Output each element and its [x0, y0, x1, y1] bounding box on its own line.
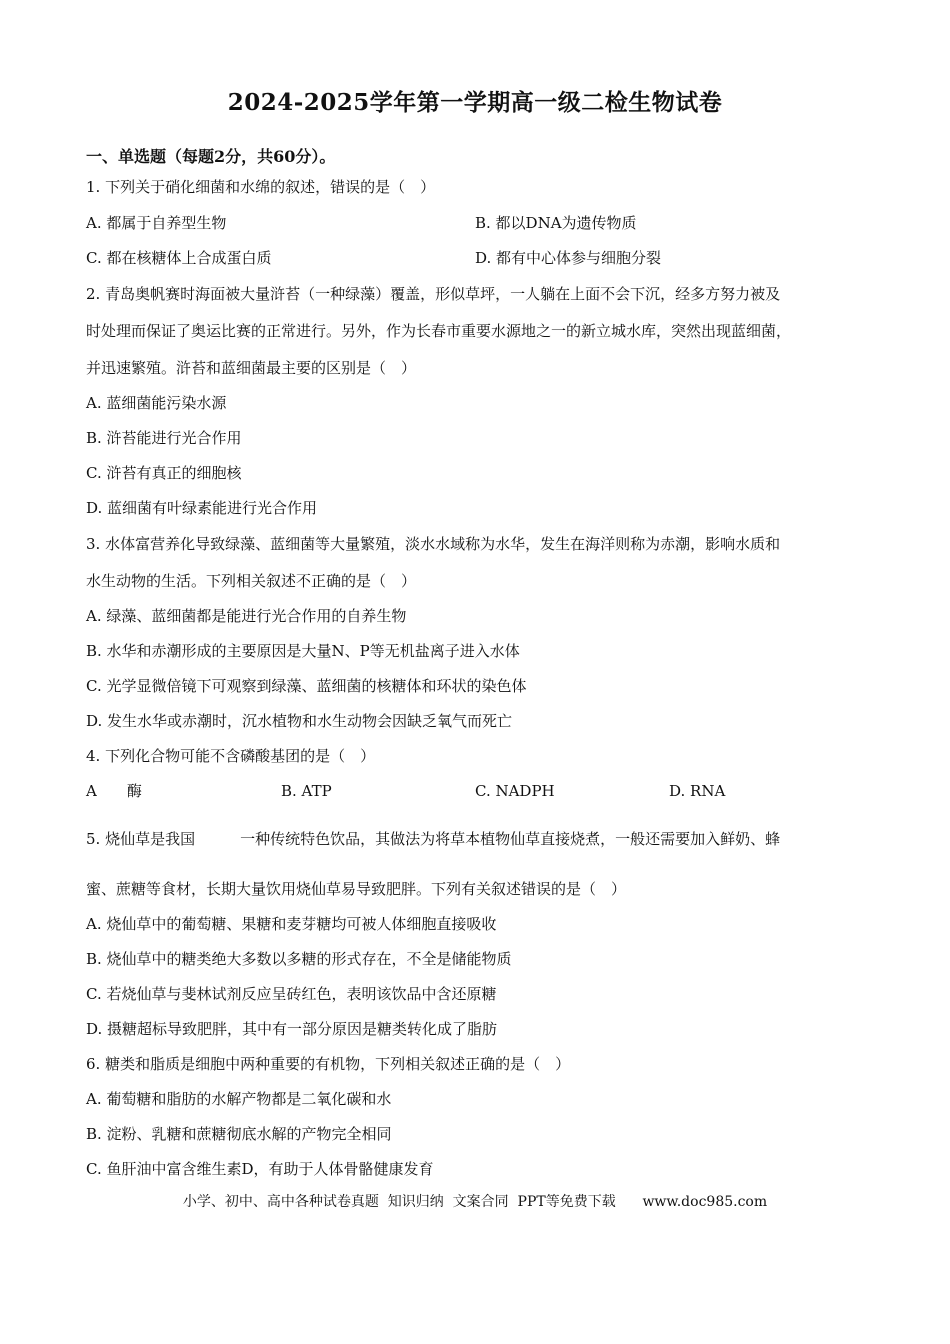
q5-option-d: D. 摄糖超标导致肥胖，其中有一部分原因是糖类转化成了脂肪: [86, 1020, 498, 1038]
section-heading: 一、单选题（每题2分，共60分）。: [86, 147, 336, 166]
q5-stem-line2: 蜜、蔗糖等食材，长期大量饮用烧仙草易导致肥胖。下列有关叙述错误的是（ ）: [86, 880, 627, 898]
page-footer: 小学、初中、高中各种试卷真题 知识归纳 文案合同 PPT等免费下载 www.doc985.com: [182, 1194, 768, 1210]
q6-option-b: B. 淀粉、乳糖和蔗糖彻底水解的产物完全相同: [86, 1125, 392, 1143]
q4-option-b: B. ATP: [281, 782, 332, 800]
q1-option-a: A. 都属于自养型生物: [86, 214, 227, 232]
q4-option-a: A 酶: [86, 782, 142, 800]
q1-option-c: C. 都在核糖体上合成蛋白质: [86, 249, 272, 267]
q2-option-c: C. 浒苔有真正的细胞核: [86, 464, 242, 482]
q3-option-d: D. 发生水华或赤潮时，沉水植物和水生动物会因缺乏氧气而死亡: [86, 712, 513, 730]
q3-option-a: A. 绿藻、蓝细菌都是能进行光合作用的自养生物: [86, 607, 407, 625]
exam-title: 2024-2025学年第一学期高一级二检生物试卷: [227, 89, 723, 116]
q3-option-b: B. 水华和赤潮形成的主要原因是大量N、P等无机盐离子进入水体: [86, 642, 520, 660]
q5-option-c: C. 若烧仙草与斐林试剂反应呈砖红色，表明该饮品中含还原糖: [86, 985, 497, 1003]
q2-stem-line2: 时处理而保证了奥运比赛的正常进行。另外，作为长春市重要水源地之一的新立城水库，突然出现蓝细菌，: [86, 322, 792, 340]
q2-stem-line1: 2. 青岛奥帆赛时海面被大量浒苔（一种绿藻）覆盖，形似草坪，一人躺在上面不会下沉，经多方努力被及: [86, 285, 781, 303]
q2-stem-line3: 并迅速繁殖。浒苔和蓝细菌最主要的区别是（ ）: [86, 359, 417, 377]
q4-option-c: C. NADPH: [475, 782, 555, 800]
q5-stem-line1: 5. 烧仙草是我国 一种传统特色饮品，其做法为将草本植物仙草直接烧煮，一般还需要加入鲜奶、蜂: [86, 830, 781, 848]
q2-option-b: B. 浒苔能进行光合作用: [86, 429, 242, 447]
q5-option-a: A. 烧仙草中的葡萄糖、果糖和麦芽糖均可被人体细胞直接吸收: [86, 915, 497, 933]
q1-stem: 1. 下列关于硝化细菌和水绵的叙述，错误的是（ ）: [86, 178, 436, 196]
q2-option-a: A. 蓝细菌能污染水源: [86, 394, 227, 412]
q4-option-d: D. RNA: [669, 782, 726, 800]
q6-option-c: C. 鱼肝油中富含维生素D，有助于人体骨骼健康发育: [86, 1160, 434, 1178]
q3-stem-line2: 水生动物的生活。下列相关叙述不正确的是（ ）: [86, 572, 417, 590]
q3-option-c: C. 光学显微倍镜下可观察到绿藻、蓝细菌的核糖体和环状的染色体: [86, 677, 527, 695]
q6-option-a: A. 葡萄糖和脂肪的水解产物都是二氧化碳和水: [86, 1090, 392, 1108]
q5-option-b: B. 烧仙草中的糖类绝大多数以多糖的形式存在，不全是储能物质: [86, 950, 512, 968]
q4-stem: 4. 下列化合物可能不含磷酸基团的是（ ）: [86, 747, 376, 765]
q6-stem: 6. 糖类和脂质是细胞中两种重要的有机物，下列相关叙述正确的是（ ）: [86, 1055, 571, 1073]
q1-option-b: B. 都以DNA为遗传物质: [475, 214, 637, 232]
q3-stem-line1: 3. 水体富营养化导致绿藻、蓝细菌等大量繁殖，淡水水域称为水华，发生在海洋则称为赤潮，影响水质和: [86, 535, 781, 553]
q1-option-d: D. 都有中心体参与细胞分裂: [475, 249, 662, 267]
q2-option-d: D. 蓝细菌有叶绿素能进行光合作用: [86, 499, 318, 517]
